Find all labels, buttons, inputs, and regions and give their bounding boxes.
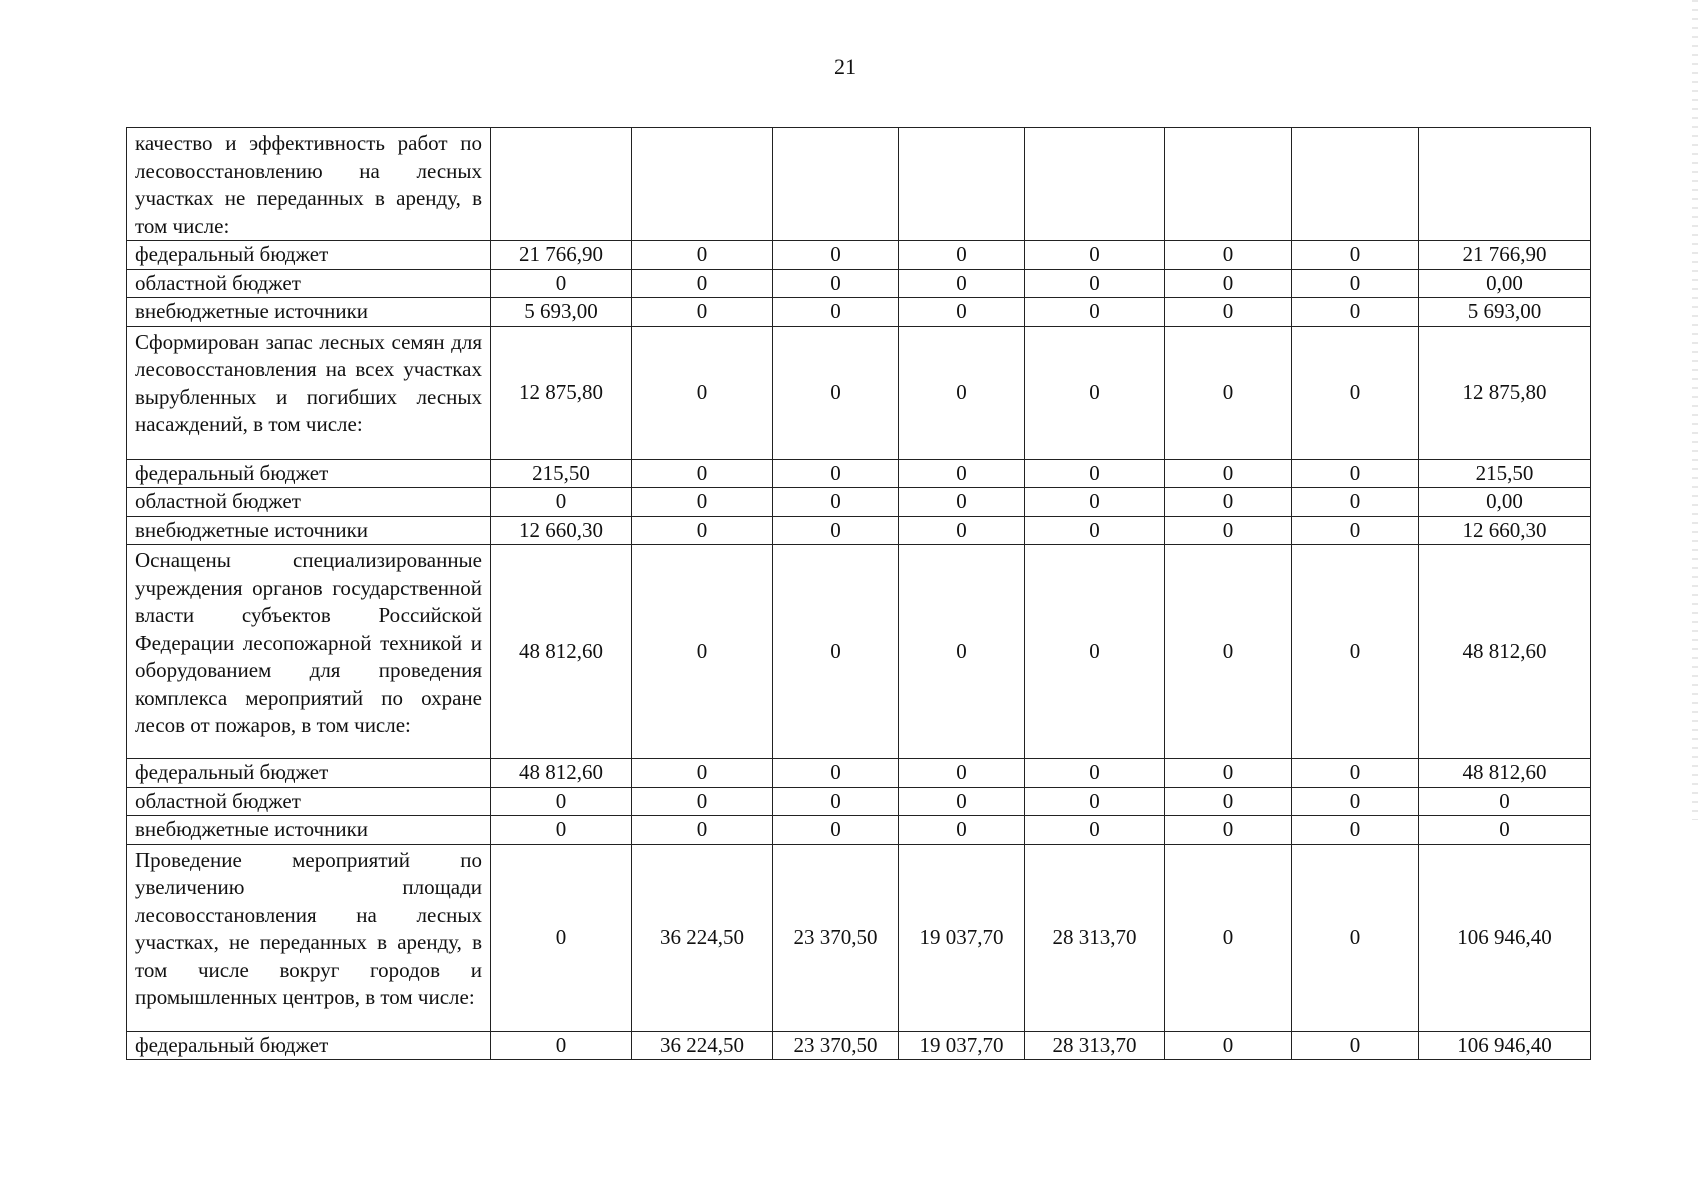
value-cell: 0 bbox=[632, 488, 773, 517]
value-cell: 19 037,70 bbox=[899, 844, 1025, 1031]
table-row-group bbox=[127, 326, 1591, 459]
value-cell: 0 bbox=[1165, 759, 1292, 788]
value-cell: 5 693,00 bbox=[1419, 298, 1591, 327]
value-cell: 0 bbox=[899, 269, 1025, 298]
value-cell: 0 bbox=[1292, 759, 1419, 788]
value-cell bbox=[1025, 128, 1165, 241]
value-cell: 0,00 bbox=[1419, 488, 1591, 517]
value-cell: 0 bbox=[1165, 459, 1292, 488]
value-cell: 5 693,00 bbox=[491, 298, 632, 327]
value-cell bbox=[773, 128, 899, 241]
value-cell: 0 bbox=[1025, 269, 1165, 298]
value-cell: 48 812,60 bbox=[1419, 545, 1591, 759]
row-label: федеральный бюджет bbox=[127, 459, 491, 488]
value-cell bbox=[491, 128, 632, 241]
value-cell: 0 bbox=[1419, 816, 1591, 845]
value-cell: 0 bbox=[1292, 816, 1419, 845]
value-cell: 0 bbox=[1165, 326, 1292, 459]
value-cell: 0 bbox=[1025, 516, 1165, 545]
value-cell: 21 766,90 bbox=[1419, 241, 1591, 270]
value-cell: 0 bbox=[632, 516, 773, 545]
value-cell: 0 bbox=[1165, 516, 1292, 545]
value-cell: 0 bbox=[1165, 816, 1292, 845]
value-cell: 0,00 bbox=[1419, 269, 1591, 298]
table-body bbox=[127, 128, 1591, 1060]
row-label: Оснащены специализированные учреждения органов государственной власти субъектов Российской Федерации лесопожарной техникой и оборудованием для проведения комплекса мероприятий по охране лесов от пожаров, в том числе: bbox=[127, 545, 491, 759]
value-cell: 0 bbox=[773, 269, 899, 298]
value-cell: 0 bbox=[1165, 1031, 1292, 1060]
value-cell: 0 bbox=[632, 545, 773, 759]
scan-edge-artifact bbox=[1692, 0, 1698, 820]
value-cell: 0 bbox=[632, 298, 773, 327]
value-cell: 0 bbox=[632, 459, 773, 488]
table-row bbox=[127, 759, 1591, 788]
value-cell: 23 370,50 bbox=[773, 1031, 899, 1060]
value-cell: 0 bbox=[1292, 516, 1419, 545]
value-cell: 48 812,60 bbox=[491, 545, 632, 759]
table-row bbox=[127, 241, 1591, 270]
value-cell: 0 bbox=[1165, 545, 1292, 759]
value-cell: 0 bbox=[899, 516, 1025, 545]
table-row bbox=[127, 298, 1591, 327]
value-cell: 0 bbox=[1025, 816, 1165, 845]
table-row bbox=[127, 488, 1591, 517]
value-cell: 0 bbox=[899, 459, 1025, 488]
row-label: федеральный бюджет bbox=[127, 1031, 491, 1060]
value-cell: 0 bbox=[632, 326, 773, 459]
value-cell: 0 bbox=[1292, 459, 1419, 488]
row-label: Проведение мероприятий по увеличению площади лесовосстановления на лесных участках, не переданных в аренду, в том числе вокруг городов и промышленных центров, в том числе: bbox=[127, 844, 491, 1031]
row-label: внебюджетные источники bbox=[127, 816, 491, 845]
value-cell: 0 bbox=[899, 759, 1025, 788]
value-cell: 0 bbox=[773, 488, 899, 517]
row-label: внебюджетные источники bbox=[127, 298, 491, 327]
value-cell bbox=[1292, 128, 1419, 241]
table-row bbox=[127, 816, 1591, 845]
value-cell: 0 bbox=[773, 787, 899, 816]
value-cell: 0 bbox=[773, 326, 899, 459]
value-cell: 36 224,50 bbox=[632, 1031, 773, 1060]
value-cell: 0 bbox=[899, 326, 1025, 459]
value-cell: 0 bbox=[1292, 787, 1419, 816]
table-row-group bbox=[127, 545, 1591, 759]
value-cell: 0 bbox=[1165, 298, 1292, 327]
value-cell: 0 bbox=[632, 787, 773, 816]
table-row bbox=[127, 516, 1591, 545]
value-cell: 0 bbox=[632, 269, 773, 298]
value-cell bbox=[1165, 128, 1292, 241]
row-label: федеральный бюджет bbox=[127, 241, 491, 270]
table-row bbox=[127, 787, 1591, 816]
value-cell: 0 bbox=[773, 516, 899, 545]
value-cell: 0 bbox=[1292, 488, 1419, 517]
value-cell: 106 946,40 bbox=[1419, 844, 1591, 1031]
row-label: областной бюджет bbox=[127, 269, 491, 298]
value-cell: 12 875,80 bbox=[491, 326, 632, 459]
value-cell: 23 370,50 bbox=[773, 844, 899, 1031]
value-cell bbox=[1419, 128, 1591, 241]
value-cell: 0 bbox=[1292, 241, 1419, 270]
value-cell: 0 bbox=[773, 459, 899, 488]
value-cell: 0 bbox=[1292, 298, 1419, 327]
value-cell: 0 bbox=[899, 488, 1025, 517]
value-cell: 0 bbox=[773, 298, 899, 327]
table-row bbox=[127, 459, 1591, 488]
value-cell: 0 bbox=[1292, 269, 1419, 298]
value-cell: 0 bbox=[773, 545, 899, 759]
value-cell: 0 bbox=[899, 816, 1025, 845]
value-cell: 0 bbox=[1025, 787, 1165, 816]
value-cell: 28 313,70 bbox=[1025, 1031, 1165, 1060]
value-cell: 215,50 bbox=[491, 459, 632, 488]
value-cell: 0 bbox=[1025, 298, 1165, 327]
row-label: областной бюджет bbox=[127, 787, 491, 816]
value-cell: 0 bbox=[491, 1031, 632, 1060]
value-cell: 0 bbox=[632, 241, 773, 270]
value-cell: 0 bbox=[1025, 241, 1165, 270]
value-cell: 106 946,40 bbox=[1419, 1031, 1591, 1060]
value-cell: 0 bbox=[1025, 459, 1165, 488]
row-label: качество и эффективность работ по лесовосстановлению на лесных участках не переданных в аренду, в том числе: bbox=[127, 128, 491, 241]
value-cell: 0 bbox=[1165, 241, 1292, 270]
value-cell: 215,50 bbox=[1419, 459, 1591, 488]
value-cell: 48 812,60 bbox=[1419, 759, 1591, 788]
value-cell: 0 bbox=[632, 816, 773, 845]
value-cell: 0 bbox=[899, 241, 1025, 270]
value-cell: 48 812,60 bbox=[491, 759, 632, 788]
value-cell: 21 766,90 bbox=[491, 241, 632, 270]
value-cell: 0 bbox=[1292, 326, 1419, 459]
value-cell: 28 313,70 bbox=[1025, 844, 1165, 1031]
row-label: Сформирован запас лесных семян для лесовосстановления на всех участках вырубленных и погибших лесных насаждений, в том числе: bbox=[127, 326, 491, 459]
value-cell: 0 bbox=[632, 759, 773, 788]
table-row-group bbox=[127, 128, 1591, 241]
value-cell: 0 bbox=[491, 488, 632, 517]
value-cell: 0 bbox=[1165, 787, 1292, 816]
value-cell: 0 bbox=[899, 787, 1025, 816]
value-cell: 12 875,80 bbox=[1419, 326, 1591, 459]
value-cell: 0 bbox=[1165, 844, 1292, 1031]
row-label: областной бюджет bbox=[127, 488, 491, 517]
value-cell: 0 bbox=[1025, 759, 1165, 788]
value-cell: 0 bbox=[1165, 488, 1292, 517]
value-cell bbox=[899, 128, 1025, 241]
value-cell: 0 bbox=[773, 759, 899, 788]
value-cell: 0 bbox=[1292, 844, 1419, 1031]
value-cell: 12 660,30 bbox=[1419, 516, 1591, 545]
budget-table bbox=[126, 127, 1591, 1060]
value-cell: 0 bbox=[899, 298, 1025, 327]
value-cell: 0 bbox=[1025, 326, 1165, 459]
table-row bbox=[127, 269, 1591, 298]
value-cell: 0 bbox=[773, 241, 899, 270]
value-cell: 0 bbox=[1165, 269, 1292, 298]
value-cell: 0 bbox=[773, 816, 899, 845]
value-cell: 0 bbox=[1292, 545, 1419, 759]
value-cell: 0 bbox=[1292, 1031, 1419, 1060]
value-cell: 0 bbox=[1025, 545, 1165, 759]
value-cell: 0 bbox=[1419, 787, 1591, 816]
value-cell: 12 660,30 bbox=[491, 516, 632, 545]
page-number: 21 bbox=[834, 54, 856, 79]
table-row bbox=[127, 1031, 1591, 1060]
value-cell: 0 bbox=[491, 787, 632, 816]
value-cell: 0 bbox=[899, 545, 1025, 759]
value-cell: 0 bbox=[1025, 488, 1165, 517]
value-cell: 0 bbox=[491, 844, 632, 1031]
value-cell bbox=[632, 128, 773, 241]
table-row-group bbox=[127, 844, 1591, 1031]
value-cell: 36 224,50 bbox=[632, 844, 773, 1031]
value-cell: 0 bbox=[491, 269, 632, 298]
row-label: федеральный бюджет bbox=[127, 759, 491, 788]
value-cell: 0 bbox=[491, 816, 632, 845]
value-cell: 19 037,70 bbox=[899, 1031, 1025, 1060]
row-label: внебюджетные источники bbox=[127, 516, 491, 545]
